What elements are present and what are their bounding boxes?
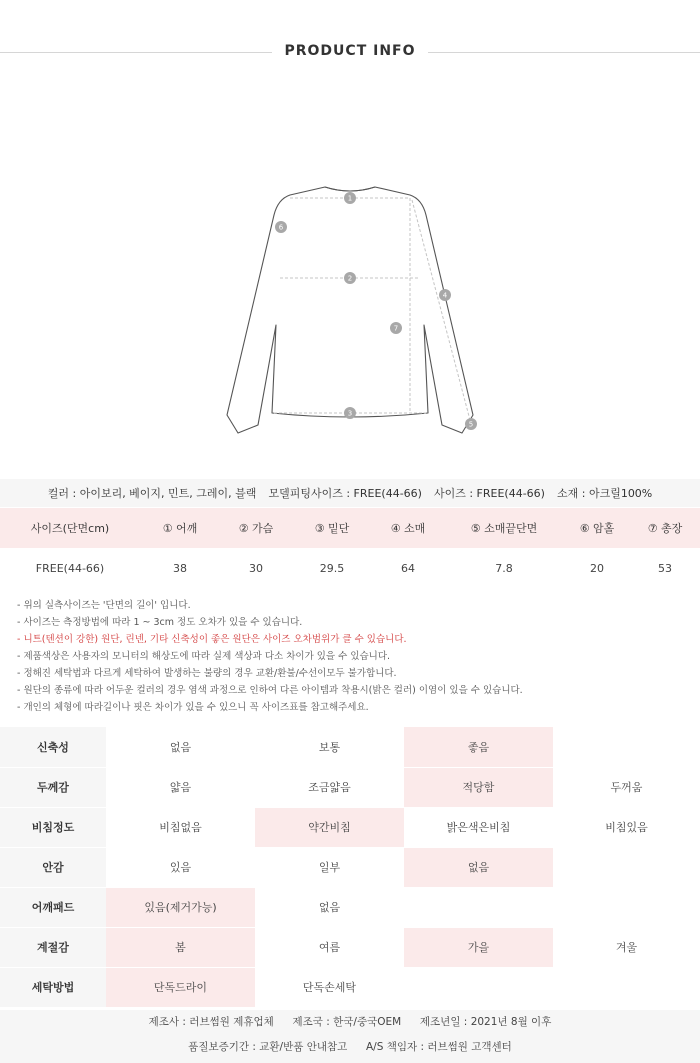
marker-chest [344, 272, 356, 284]
attr-option [553, 847, 700, 887]
as-label: A/S 책임자 : [365, 1041, 424, 1053]
attr-option [553, 887, 700, 927]
attr-option: 일부 [255, 847, 404, 887]
attr-label: 계절감 [0, 927, 106, 967]
attr-option-selected: 좋음 [404, 727, 553, 767]
fabric-attributes-table [0, 727, 700, 1008]
size-cell: 64 [401, 561, 415, 575]
note-line: - 사이즈는 측정방법에 따라 1 ~ 3cm 정도 오차가 있을 수 있습니다. [17, 617, 303, 628]
note-warning: - 니트(텐션이 강한) 원단, 린넨, 기타 신축성이 좋은 원단은 사이즈 오차범위가 클 수 있습니다. [17, 634, 407, 645]
size-header-cell: ② 가슴 [220, 508, 292, 548]
section-title-row [0, 40, 700, 64]
attr-option-selected: 단독드라이 [106, 967, 255, 1007]
attr-option: 두꺼움 [553, 767, 700, 807]
size-header-cell: ① 어깨 [140, 508, 220, 548]
marker-hem [344, 407, 356, 419]
size-header-cell: ④ 소매 [372, 508, 444, 548]
attr-label: 비침정도 [0, 807, 106, 847]
size-cell: 38 [173, 561, 187, 575]
attr-row-shoulder-pad [0, 887, 700, 927]
attr-label: 세탁방법 [0, 967, 106, 1007]
material-info: 소재 : 아크릴100% [556, 487, 653, 500]
title-divider-right [428, 52, 700, 53]
svg-text:1: 1 [347, 194, 353, 203]
attr-row-sheerness [0, 807, 700, 847]
attr-option: 겨울 [553, 927, 700, 967]
manufacturer-footer [0, 1010, 700, 1063]
footer-row-maker [0, 1010, 700, 1035]
sleeve-line [412, 200, 470, 420]
attr-row-stretch [0, 727, 700, 767]
size-notes [17, 597, 523, 716]
marker-length [390, 322, 402, 334]
size-header-cell: ⑥ 암홀 [564, 508, 630, 548]
attr-row-thickness [0, 767, 700, 807]
note-line: - 위의 실측사이즈는 '단면의 길이' 입니다. [17, 600, 191, 611]
attr-option-selected: 약간비침 [255, 807, 404, 847]
attr-label: 안감 [0, 847, 106, 887]
size-cell: 29.5 [319, 561, 345, 575]
size-cell: 20 [590, 561, 604, 575]
svg-text:2: 2 [347, 274, 353, 283]
attr-row-lining [0, 847, 700, 887]
warranty-value: 교환/반품 안내참고 [259, 1041, 348, 1053]
marker-sleeve [439, 289, 451, 301]
attr-option-selected: 적당함 [404, 767, 553, 807]
size-header-cell: ⑦ 총장 [630, 508, 700, 548]
date-label: 제조년일 : [419, 1016, 468, 1028]
attr-option: 얇음 [106, 767, 255, 807]
attr-option: 비침있음 [553, 807, 700, 847]
attr-label: 두께감 [0, 767, 106, 807]
garment-measurement-diagram [200, 175, 500, 445]
svg-text:5: 5 [468, 420, 474, 429]
attr-label: 신축성 [0, 727, 106, 767]
date-value: 2021년 8월 이후 [470, 1016, 552, 1028]
attr-option: 보통 [255, 727, 404, 767]
page-title: PRODUCT INFO [284, 43, 416, 59]
attr-option: 없음 [255, 887, 404, 927]
attr-option: 비침없음 [106, 807, 255, 847]
size-header-cell: ⑤ 소매끝단면 [444, 508, 564, 548]
attr-option-selected: 없음 [404, 847, 553, 887]
attr-option: 조금얇음 [255, 767, 404, 807]
warranty-label: 품질보증기간 : [188, 1041, 256, 1053]
attr-option-selected: 봄 [106, 927, 255, 967]
marker-shoulder [344, 192, 356, 204]
attr-option: 밝은색은비침 [404, 807, 553, 847]
maker-value: 러브썸원 제휴업체 [189, 1016, 274, 1028]
footer-row-warranty [0, 1035, 700, 1060]
size-cell: 53 [658, 561, 672, 575]
svg-text:4: 4 [442, 291, 448, 300]
note-line: - 원단의 종류에 따라 어두운 컬러의 경우 염색 과정으로 인하여 다른 아이템과 착용시(밝은 컬러) 이염이 있을 수 있습니다. [17, 685, 523, 696]
as-value: 러브썸원 고객센터 [427, 1041, 512, 1053]
note-line: - 정해진 세탁법과 다르게 세탁하여 발생하는 불량의 경우 교환/환불/수선이모두 불가합니다. [17, 668, 397, 679]
model-size-info: 모델피팅사이즈 : FREE(44-66) [268, 487, 422, 500]
attr-option [404, 967, 553, 1007]
garment-outline [227, 187, 473, 433]
size-table [0, 508, 700, 588]
size-table-header [0, 508, 700, 548]
svg-text:6: 6 [278, 223, 284, 232]
size-header-cell: ③ 밑단 [292, 508, 372, 548]
attr-option [404, 887, 553, 927]
svg-text:7: 7 [393, 324, 399, 333]
attr-option: 단독손세탁 [255, 967, 404, 1007]
attr-option: 있음 [106, 847, 255, 887]
attr-label: 어깨패드 [0, 887, 106, 927]
size-cell: FREE(44-66) [35, 561, 105, 575]
attr-option [553, 727, 700, 767]
attr-option-selected: 가을 [404, 927, 553, 967]
attr-option [553, 967, 700, 1007]
country-value: 한국/중국OEM [333, 1016, 402, 1028]
maker-label: 제조사 : [148, 1016, 186, 1028]
size-cell: 7.8 [495, 561, 513, 575]
attr-row-washing [0, 967, 700, 1007]
svg-text:3: 3 [347, 409, 353, 418]
size-header-cell: 사이즈(단면cm) [0, 508, 140, 548]
attr-option-selected: 있음(제거가능) [106, 887, 255, 927]
marker-armhole [275, 221, 287, 233]
size-table-row [0, 548, 700, 588]
attr-option: 없음 [106, 727, 255, 767]
country-label: 제조국 : [292, 1016, 330, 1028]
attr-row-season [0, 927, 700, 967]
color-info: 컬러 : 아이보리, 베이지, 민트, 그레이, 블랙 [47, 487, 257, 500]
product-info-bar [0, 479, 700, 507]
attr-option: 여름 [255, 927, 404, 967]
neckline [325, 187, 375, 191]
note-line: - 개인의 체형에 따라길이나 핏은 차이가 있을 수 있으니 꼭 사이즈표를 참고해주세요. [17, 702, 369, 713]
note-line: - 제품색상은 사용자의 모니터의 해상도에 따라 실제 색상과 다소 차이가 있을 수 있습니다. [17, 651, 391, 662]
marker-cuff [465, 418, 477, 430]
size-cell: 30 [249, 561, 263, 575]
size-info: 사이즈 : FREE(44-66) [433, 487, 545, 500]
